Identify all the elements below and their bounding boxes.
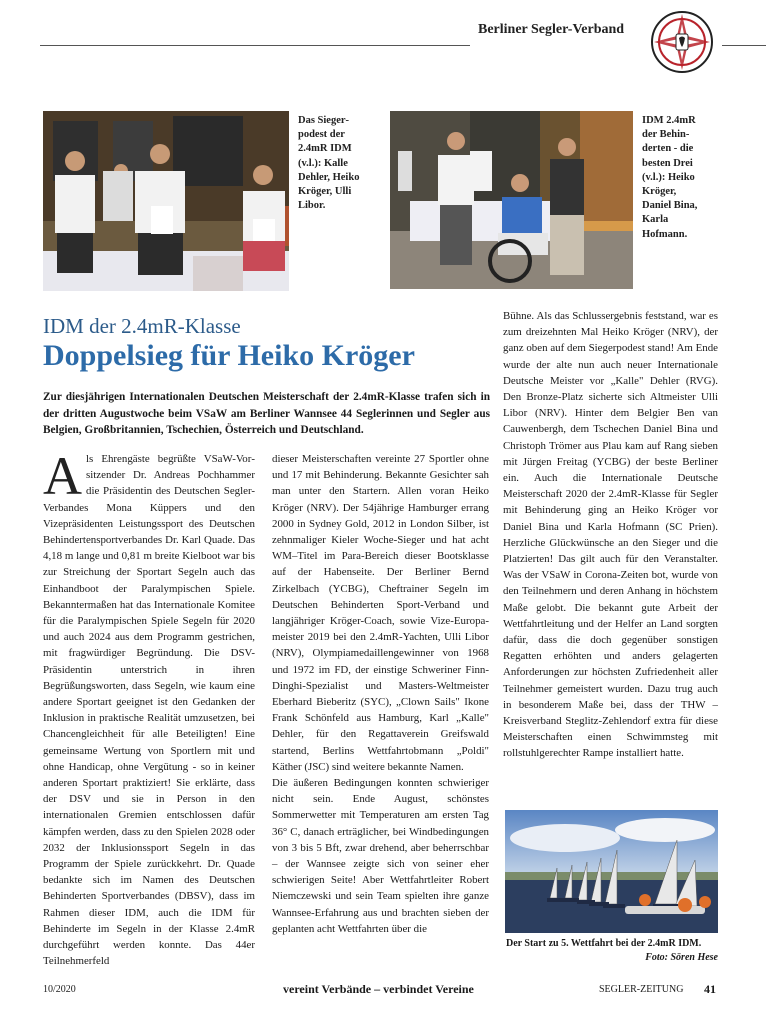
- regatta-start-photo: [505, 810, 718, 933]
- column-3-text: Bühne. Als das Schlussergebnis feststand, war es zum dreizehnten Mal Heiko Kröger (NRV), der ganz oben auf dem Siegerpodest stand! Am Ende wurde der alte nun auch neuer Internationale Deutsche Meister vor „Kalle" Dehler (RVG). Den Bronze-Platz sicherte sich Altmeister Ulli Libor (NRV). Hinter dem Belgier Ben van Cauwenbergh, dem Tschechen Daniel Bina und Christoph Trömer aus Plau kam auf Rang sieben mit Jürgen Freitag (YCBG) der beste Berliner ein. Auch die Internationale Deutsche Meisterschaft 2020 der 2.4mR-Klasse für Segler mit Behinderung ging an Heiko Kröger vor Daniel Bina und Karla Hofmann (SC Prien). Herzliche Glückwünsche an den Sieger und die Platzierten! Das gilt auch für den Veranstalter. Was der VSaW in Corona-Zeiten bot, wurde von den Teilnehmern und deren Anhang in höchstem Maße gelobt. Die bekannt gute Arbeit der Wettfahrtleitung und der Helfer an Land sorgten dafür, dass die doch gegenüber sonstigen Regatten erhöhten und anders gelagerten Anforderungen zur höchsten Zufriedenheit aller Teilnehmer gemeistert wurden. Dazu trug auch in besonderem Maße bei, dass der THW – Kreisverband Steglitz-Zehlendorf extra für diese Meisterschaften einen Schwimmsteg mit rollstuhlgerechter Rampe installiert hatte.: [503, 310, 718, 760]
- drop-cap: A: [43, 446, 82, 506]
- article-column-1: [43, 446, 255, 970]
- article-lead: Zur diesjährigen Internationalen Deutschen Meisterschaft der 2.4mR-Klasse trafen sich in der dritten Augustwoche beim VSaW am Berliner Wannsee 44 Seglerinnen und Segler aus Belgien, Großbritannien, Tschechien, Österreich und Deutschland.: [43, 391, 490, 437]
- column-2-paragraph-2: Die äußeren Bedingungen konnten schwieriger nicht sein. Ende August, schönstes Sommerwetter mit Temperaturen am ersten Tag 36° C, danach erträglicher, bei Windbedingungen von 3 bis 5 Bft, zwar drehend, aber beherrschbar – der Wannsee zeigte sich von seiner eher schwierigen Seite! Aber Wettfahrtleiter Robert Niemczewski und sein Team spielten ihre ganze Wannsee-Erfahrung aus und brachten sieben der geplanten acht Wettfahrten über die: [272, 777, 489, 935]
- regatta-caption-text: Der Start zu 5. Wettfahrt bei der 2.4mR IDM.: [506, 938, 702, 949]
- disabled-podium-photo: [390, 111, 633, 289]
- article-headline: Doppelsieg für Heiko Kröger: [43, 339, 415, 372]
- disabled-podium-caption: IDM 2.4mR der Behinderten - die besten Drei (v.l.): Heiko Kröger, Daniel Bina, Karla Hofmann.: [642, 115, 698, 240]
- magazine-name: SEGLER-ZEITUNG: [599, 984, 684, 995]
- podium-photo: [43, 111, 289, 291]
- photo-credit: Foto: Sören Hese: [645, 952, 718, 963]
- article-column-3: [503, 308, 718, 762]
- footer-slogan: vereint Verbände – verbindet Vereine: [283, 982, 474, 996]
- header-rule-right: [722, 45, 766, 46]
- bsv-logo-icon: [650, 10, 714, 74]
- regatta-photo-caption: [506, 937, 718, 965]
- column-1-text: ls Ehrengäste begrüßte VSaW-Vorsitzender Dr. Andreas Pochhammer die Präsidentin des Deutschen Segler-Verbandes Mona Küppers und den Vizepräsidenten Leistungssport des Deutschen Behindertensportverbandes Dr. Karl Quade. Das 4,18 m lange und 0,81 m breite Kielboot war bis zur Streichung der Sportart Segeln auch das Einhandboot der Paralympischen Spiele. Bekanntermaßen hat das Internationale Komitee für die Paralympischen Spiele Segeln für 2020 und auch 2024 aus dem Programm gestrichen, mit fragwürdiger Begründung. Die DSV-Präsidentin unterstrich in ihren Begrüßungsworten, dass Segeln, wie kaum eine andere Sportart geeignet ist den Gedanken der Inklusion in praktische Realität umzusetzen, bei Chancengleichheit für alle Beteiligten! Eine gemeinsame Wertung von Sportlern mit und ohne Handicap, ohne Vergütung - so in keiner anderen Sportart praktiziert! Sie erklärte, dass der DSV und sie in Person in den internationalen Gremien entschlossen dafür kämpfen werden, dass zu den Spielen 2028 oder 2032 der Inklusionssport Segeln in das Programm der Spiele zurückkehrt. Dr. Quade bedankte sich im Namen des Deutschen Behinderten Sportverbandes (DBSV), dass im Rahmen dieser IDM, auch die IDM für Behinderte im Segeln in der Klasse 2.4mR durchgeführt werden konnte. Das 44er Teilnehmerfeld: [43, 453, 255, 968]
- article-kicker: IDM der 2.4mR-Klasse: [43, 314, 241, 338]
- page-number: 41: [704, 982, 716, 996]
- podium-photo-caption: Das Siegerpodest der 2.4mR IDM (v.l.): Kalle Dehler, Heiko Kröger, Ulli Libor.: [298, 115, 360, 212]
- article-column-2: [272, 451, 489, 937]
- issue-number: 10/2020: [43, 984, 76, 995]
- column-2-paragraph-1: dieser Meisterschaften vereinte 27 Sportler ohne und 17 mit Behinderung. Bekannte Gesichter sah man unter den Startern. Allen voran Heiko Kröger (NRV). Der 54jährige Hamburger errang 2000 in Sydney Gold, 2012 in London Silber, ist zehnmaliger Kieler Woche-Sieger und hat acht WM–Titel im Para-Bereich dieser Bootsklasse auf der Habenseite. Der Berliner Bernd Zirkelbach (YCBG), Cheftrainer Segeln im Deutschen Behinderten Sport-Verband und langjähriger Kröger-Coach, sowie Vize-Europameister 2019 bei den 2.4mR-Yachten, Ulli Libor (NRV), Olympiamedaillengewinner von 1968 und 1972 im FD, der einstige Schweriner Finn-Dinghi-Spezialist und Masters-Weltmeister Eberhard Bieberitz (SYC), „Clown Sails" Ikone Frank Schönfeld aus Hamburg, Karl „Kalle" Dehler, für den Regattaverein Greifswald startend, Berlins Wettfahrtobmann „Poldi" Käther (JSC) sind weitere bekannte Namen.: [272, 453, 489, 773]
- header-rule-left: [40, 45, 470, 46]
- organization-name: Berliner Segler-Verband: [478, 22, 625, 37]
